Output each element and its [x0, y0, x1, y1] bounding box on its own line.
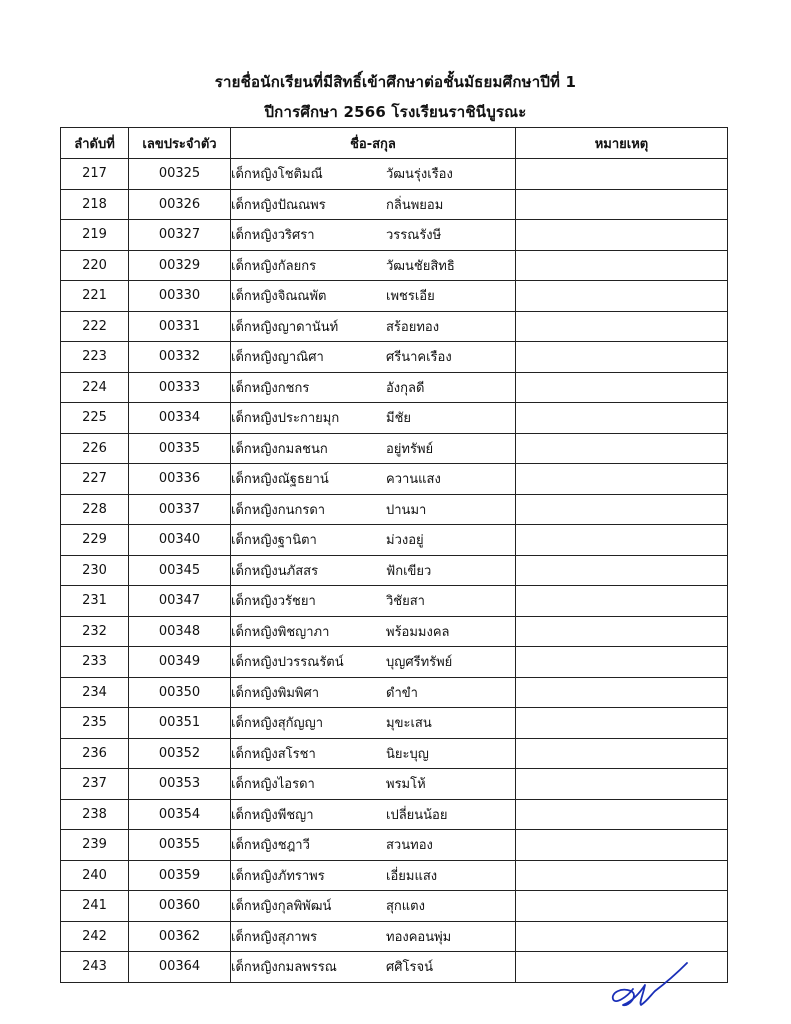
row-name-cell: [231, 647, 516, 678]
row-name-cell: [231, 525, 516, 556]
student-first-name: เด็กหญิงญาณิศา: [231, 350, 324, 366]
row-student-id-cell: 00326: [129, 189, 231, 220]
row-note-cell: [516, 616, 728, 647]
page-title: รายชื่อนักเรียนที่มีสิทธิ์เข้าศึกษาต่อชั้นมัธยมศึกษาปีที่ 1: [214, 73, 577, 91]
row-student-id-cell: 00351: [129, 708, 231, 739]
row-student-id-cell: 00336: [129, 464, 231, 495]
row-seq-cell: 217: [61, 159, 129, 190]
row-name-cell: [231, 342, 516, 373]
row-student-id-cell: 00329: [129, 250, 231, 281]
student-first-name: เด็กหญิงกัลยกร: [231, 258, 317, 274]
row-note-cell: [516, 189, 728, 220]
table-row: [61, 433, 728, 464]
table-row: [61, 189, 728, 220]
student-last-name: ดำขำ: [386, 685, 418, 701]
student-last-name: วิชัยสา: [386, 594, 425, 610]
student-first-name: เด็กหญิงพิชญาภา: [231, 624, 330, 640]
student-last-name: กลิ่นพยอม: [386, 197, 444, 213]
row-name-cell: [231, 616, 516, 647]
row-seq-cell: 222: [61, 311, 129, 342]
student-first-name: เด็กหญิงปวรรณรัตน์: [231, 655, 344, 671]
row-name-cell: [231, 586, 516, 617]
student-first-name: เด็กหญิงฐานิตา: [231, 533, 317, 549]
row-note-cell: [516, 799, 728, 830]
table-row: [61, 738, 728, 769]
student-last-name: เอี่ยมแสง: [386, 868, 438, 884]
student-first-name: เด็กหญิงปัณณพร: [231, 197, 326, 213]
student-last-name: ม่วงอยู่: [386, 533, 424, 549]
row-name-cell: [231, 708, 516, 739]
row-seq-cell: 219: [61, 220, 129, 251]
row-seq-cell: 220: [61, 250, 129, 281]
row-student-id-cell: 00364: [129, 952, 231, 983]
row-seq-cell: 225: [61, 403, 129, 434]
row-name-cell: [231, 738, 516, 769]
student-last-name: อยู่ทรัพย์: [386, 441, 434, 457]
row-seq-cell: 232: [61, 616, 129, 647]
row-note-cell: [516, 220, 728, 251]
row-seq-cell: 239: [61, 830, 129, 861]
row-name-cell: [231, 952, 516, 983]
row-note-cell: [516, 830, 728, 861]
table-row: [61, 708, 728, 739]
student-last-name: บุญศรีทรัพย์: [386, 655, 453, 671]
row-student-id-cell: 00334: [129, 403, 231, 434]
row-note-cell: [516, 159, 728, 190]
student-first-name: เด็กหญิงโชติมณี: [231, 167, 323, 183]
student-last-name: เพชรเอีย: [386, 289, 435, 305]
row-student-id-cell: 00354: [129, 799, 231, 830]
column-header-seq: ลำดับที่: [61, 128, 129, 159]
row-name-cell: [231, 677, 516, 708]
table-row: [61, 525, 728, 556]
row-seq-cell: 238: [61, 799, 129, 830]
row-student-id-cell: 00331: [129, 311, 231, 342]
student-first-name: เด็กหญิงสุกัญญา: [231, 716, 324, 732]
page-subtitle: ปีการศึกษา 2566 โรงเรียนราชินีบูรณะ: [264, 103, 527, 121]
row-seq-cell: 235: [61, 708, 129, 739]
table-row: [61, 464, 728, 495]
student-last-name: ศรีนาคเรือง: [386, 350, 452, 366]
row-student-id-cell: 00347: [129, 586, 231, 617]
table-body: [61, 159, 728, 983]
row-name-cell: [231, 860, 516, 891]
row-name-cell: [231, 281, 516, 312]
student-last-name: วัฒนรุ่งเรือง: [386, 167, 453, 183]
row-note-cell: [516, 738, 728, 769]
row-student-id-cell: 00362: [129, 921, 231, 952]
student-first-name: เด็กหญิงไอรดา: [231, 777, 315, 793]
table-row: [61, 647, 728, 678]
student-last-name: เปลี่ยนน้อย: [386, 807, 448, 823]
row-name-cell: [231, 189, 516, 220]
table-row: [61, 220, 728, 251]
table-row: [61, 677, 728, 708]
student-first-name: เด็กหญิงพิมพิศา: [231, 685, 320, 701]
row-name-cell: [231, 250, 516, 281]
student-first-name: เด็กหญิงจิณณพัต: [231, 289, 327, 305]
row-name-cell: [231, 891, 516, 922]
row-student-id-cell: 00349: [129, 647, 231, 678]
row-note-cell: [516, 891, 728, 922]
row-name-cell: [231, 555, 516, 586]
student-last-name: อังกุลดี: [386, 380, 425, 396]
row-seq-cell: 224: [61, 372, 129, 403]
student-first-name: เด็กหญิงญาดานันท์: [231, 319, 339, 335]
row-student-id-cell: 00335: [129, 433, 231, 464]
table-row: [61, 616, 728, 647]
row-student-id-cell: 00333: [129, 372, 231, 403]
row-student-id-cell: 00348: [129, 616, 231, 647]
student-first-name: เด็กหญิงณัฐธยาน์: [231, 472, 329, 488]
row-note-cell: [516, 494, 728, 525]
row-seq-cell: 243: [61, 952, 129, 983]
row-student-id-cell: 00340: [129, 525, 231, 556]
student-last-name: ศศิโรจน์: [386, 960, 433, 976]
student-first-name: เด็กหญิงวริศรา: [231, 228, 315, 244]
row-note-cell: [516, 647, 728, 678]
student-last-name: สร้อยทอง: [386, 319, 440, 335]
table-row: [61, 494, 728, 525]
row-name-cell: [231, 830, 516, 861]
student-first-name: เด็กหญิงกมลพรรณ: [231, 960, 337, 976]
table-header-row: [61, 128, 728, 159]
row-student-id-cell: 00352: [129, 738, 231, 769]
student-last-name: วัฒนชัยสิทธิ: [386, 258, 455, 274]
table-row: [61, 250, 728, 281]
row-name-cell: [231, 159, 516, 190]
student-last-name: ควานแสง: [386, 472, 441, 488]
row-name-cell: [231, 921, 516, 952]
row-note-cell: [516, 464, 728, 495]
row-student-id-cell: 00350: [129, 677, 231, 708]
column-header-name: ชื่อ-สกุล: [231, 128, 516, 159]
row-note-cell: [516, 677, 728, 708]
student-first-name: เด็กหญิงประกายมุก: [231, 411, 340, 427]
row-student-id-cell: 00327: [129, 220, 231, 251]
row-seq-cell: 228: [61, 494, 129, 525]
row-seq-cell: 226: [61, 433, 129, 464]
table-row: [61, 372, 728, 403]
row-note-cell: [516, 372, 728, 403]
row-seq-cell: 242: [61, 921, 129, 952]
row-note-cell: [516, 921, 728, 952]
table-row: [61, 311, 728, 342]
table-row: [61, 891, 728, 922]
student-first-name: เด็กหญิงชฎาวี: [231, 838, 310, 854]
student-first-name: เด็กหญิงกมลชนก: [231, 441, 328, 457]
student-last-name: มุขะเสน: [386, 716, 432, 732]
student-list-table: [60, 127, 728, 983]
row-student-id-cell: 00345: [129, 555, 231, 586]
row-note-cell: [516, 708, 728, 739]
row-seq-cell: 240: [61, 860, 129, 891]
row-note-cell: [516, 586, 728, 617]
student-last-name: พร้อมมงคล: [386, 624, 450, 640]
column-header-id: เลขประจำตัว: [129, 128, 231, 159]
table-row: [61, 159, 728, 190]
student-first-name: เด็กหญิงภัทราพร: [231, 868, 325, 884]
row-seq-cell: 229: [61, 525, 129, 556]
row-note-cell: [516, 281, 728, 312]
student-first-name: เด็กหญิงสุภาพร: [231, 929, 318, 945]
student-first-name: เด็กหญิงกชกร: [231, 380, 310, 396]
student-first-name: เด็กหญิงวรัชยา: [231, 594, 316, 610]
row-student-id-cell: 00332: [129, 342, 231, 373]
row-student-id-cell: 00337: [129, 494, 231, 525]
student-last-name: ทองคอนพุ่ม: [386, 929, 452, 945]
row-seq-cell: 234: [61, 677, 129, 708]
row-name-cell: [231, 799, 516, 830]
table-row: [61, 860, 728, 891]
table-row: [61, 830, 728, 861]
student-first-name: เด็กหญิงนภัสสร: [231, 563, 319, 579]
row-note-cell: [516, 525, 728, 556]
row-seq-cell: 237: [61, 769, 129, 800]
row-name-cell: [231, 464, 516, 495]
student-last-name: สุกแตง: [386, 899, 425, 915]
student-last-name: ฟักเขียว: [386, 563, 432, 579]
row-note-cell: [516, 555, 728, 586]
row-note-cell: [516, 860, 728, 891]
row-seq-cell: 230: [61, 555, 129, 586]
table-row: [61, 342, 728, 373]
row-seq-cell: 223: [61, 342, 129, 373]
row-note-cell: [516, 250, 728, 281]
row-note-cell: [516, 769, 728, 800]
student-first-name: เด็กหญิงสโรชา: [231, 746, 316, 762]
row-name-cell: [231, 403, 516, 434]
row-student-id-cell: 00360: [129, 891, 231, 922]
row-student-id-cell: 00359: [129, 860, 231, 891]
row-note-cell: [516, 433, 728, 464]
row-seq-cell: 231: [61, 586, 129, 617]
row-seq-cell: 236: [61, 738, 129, 769]
row-student-id-cell: 00355: [129, 830, 231, 861]
signature-icon: [605, 955, 695, 1013]
row-student-id-cell: 00325: [129, 159, 231, 190]
row-name-cell: [231, 494, 516, 525]
student-last-name: ปานมา: [386, 502, 427, 518]
student-first-name: เด็กหญิงกุลพิพัฒน์: [231, 899, 332, 915]
row-name-cell: [231, 220, 516, 251]
student-last-name: สวนทอง: [386, 838, 433, 854]
row-seq-cell: 233: [61, 647, 129, 678]
student-last-name: นิยะบุญ: [386, 746, 429, 762]
table-row: [61, 281, 728, 312]
row-note-cell: [516, 311, 728, 342]
row-note-cell: [516, 403, 728, 434]
table-row: [61, 799, 728, 830]
table-row: [61, 921, 728, 952]
row-seq-cell: 221: [61, 281, 129, 312]
table-row: [61, 586, 728, 617]
student-first-name: เด็กหญิงกนกรดา: [231, 502, 326, 518]
table-row: [61, 403, 728, 434]
row-student-id-cell: 00353: [129, 769, 231, 800]
table-row: [61, 555, 728, 586]
student-last-name: พรมโห้: [386, 777, 426, 793]
row-name-cell: [231, 433, 516, 464]
student-last-name: มีชัย: [386, 411, 412, 427]
row-seq-cell: 241: [61, 891, 129, 922]
column-header-note: หมายเหตุ: [516, 128, 728, 159]
row-note-cell: [516, 342, 728, 373]
student-last-name: วรรณรังษี: [386, 228, 442, 244]
row-seq-cell: 227: [61, 464, 129, 495]
student-first-name: เด็กหญิงพีชญา: [231, 807, 314, 823]
row-student-id-cell: 00330: [129, 281, 231, 312]
row-name-cell: [231, 311, 516, 342]
row-seq-cell: 218: [61, 189, 129, 220]
row-name-cell: [231, 372, 516, 403]
row-name-cell: [231, 769, 516, 800]
table-row: [61, 769, 728, 800]
